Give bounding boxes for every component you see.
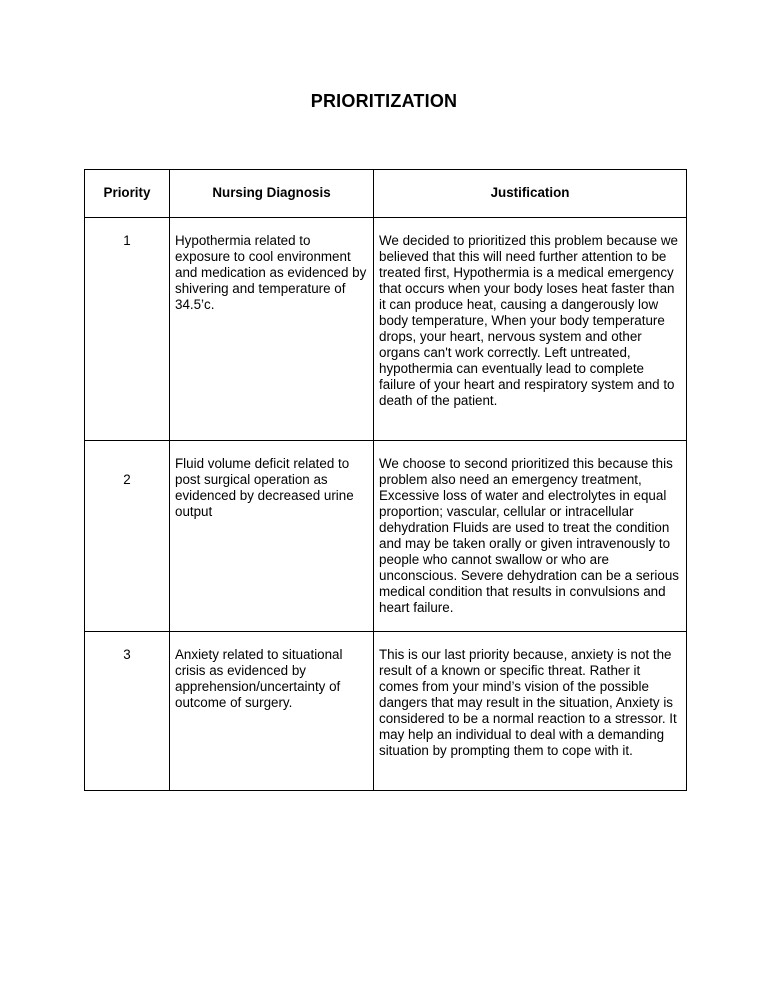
header-justification: Justification: [374, 170, 687, 218]
header-nursing-diagnosis: Nursing Diagnosis: [170, 170, 374, 218]
header-priority: Priority: [85, 170, 170, 218]
priority-cell: 2: [85, 441, 170, 632]
priority-cell: 3: [85, 632, 170, 791]
table-row: [85, 632, 687, 791]
table-row: [85, 441, 687, 632]
diagnosis-cell: Hypothermia related to exposure to cool environment and medication as evidenced by shivering and temperature of 34.5’c.: [170, 218, 374, 441]
justification-cell: We choose to second prioritized this because this problem also need an emergency treatment, Excessive loss of water and electrolytes in equal proportion; vascular, cellular or intracellular dehydration Fluids are used to treat the condition and may be taken orally or given intravenously to people who cannot swallow or who are unconscious. Severe dehydration can be a serious medical condition that results in convulsions and heart failure.: [374, 441, 687, 632]
justification-cell: This is our last priority because, anxiety is not the result of a known or specific threat. Rather it comes from your mind’s vision of the possible dangers that may result in the situation, Anxiety is considered to be a normal reaction to a stressor. It may help an individual to deal with a demanding situation by prompting them to cope with it.: [374, 632, 687, 791]
table-header-row: [85, 170, 687, 218]
diagnosis-cell: Anxiety related to situational crisis as evidenced by apprehension/uncertainty of outcome of surgery.: [170, 632, 374, 791]
table-row: [85, 218, 687, 441]
diagnosis-cell: Fluid volume deficit related to post surgical operation as evidenced by decreased urine output: [170, 441, 374, 632]
priority-cell: 1: [85, 218, 170, 441]
page-title: PRIORITIZATION: [310, 91, 458, 111]
justification-cell: We decided to prioritized this problem because we believed that this will need further attention to be treated first, Hypothermia is a medical emergency that occurs when your body loses heat faster than it can produce heat, causing a dangerously low body temperature, When your body temperature drops, your heart, nervous system and other organs can't work correctly. Left untreated, hypothermia can eventually lead to complete failure of your heart and respiratory system and to death of the patient.: [374, 218, 687, 441]
prioritization-table: [84, 169, 687, 791]
